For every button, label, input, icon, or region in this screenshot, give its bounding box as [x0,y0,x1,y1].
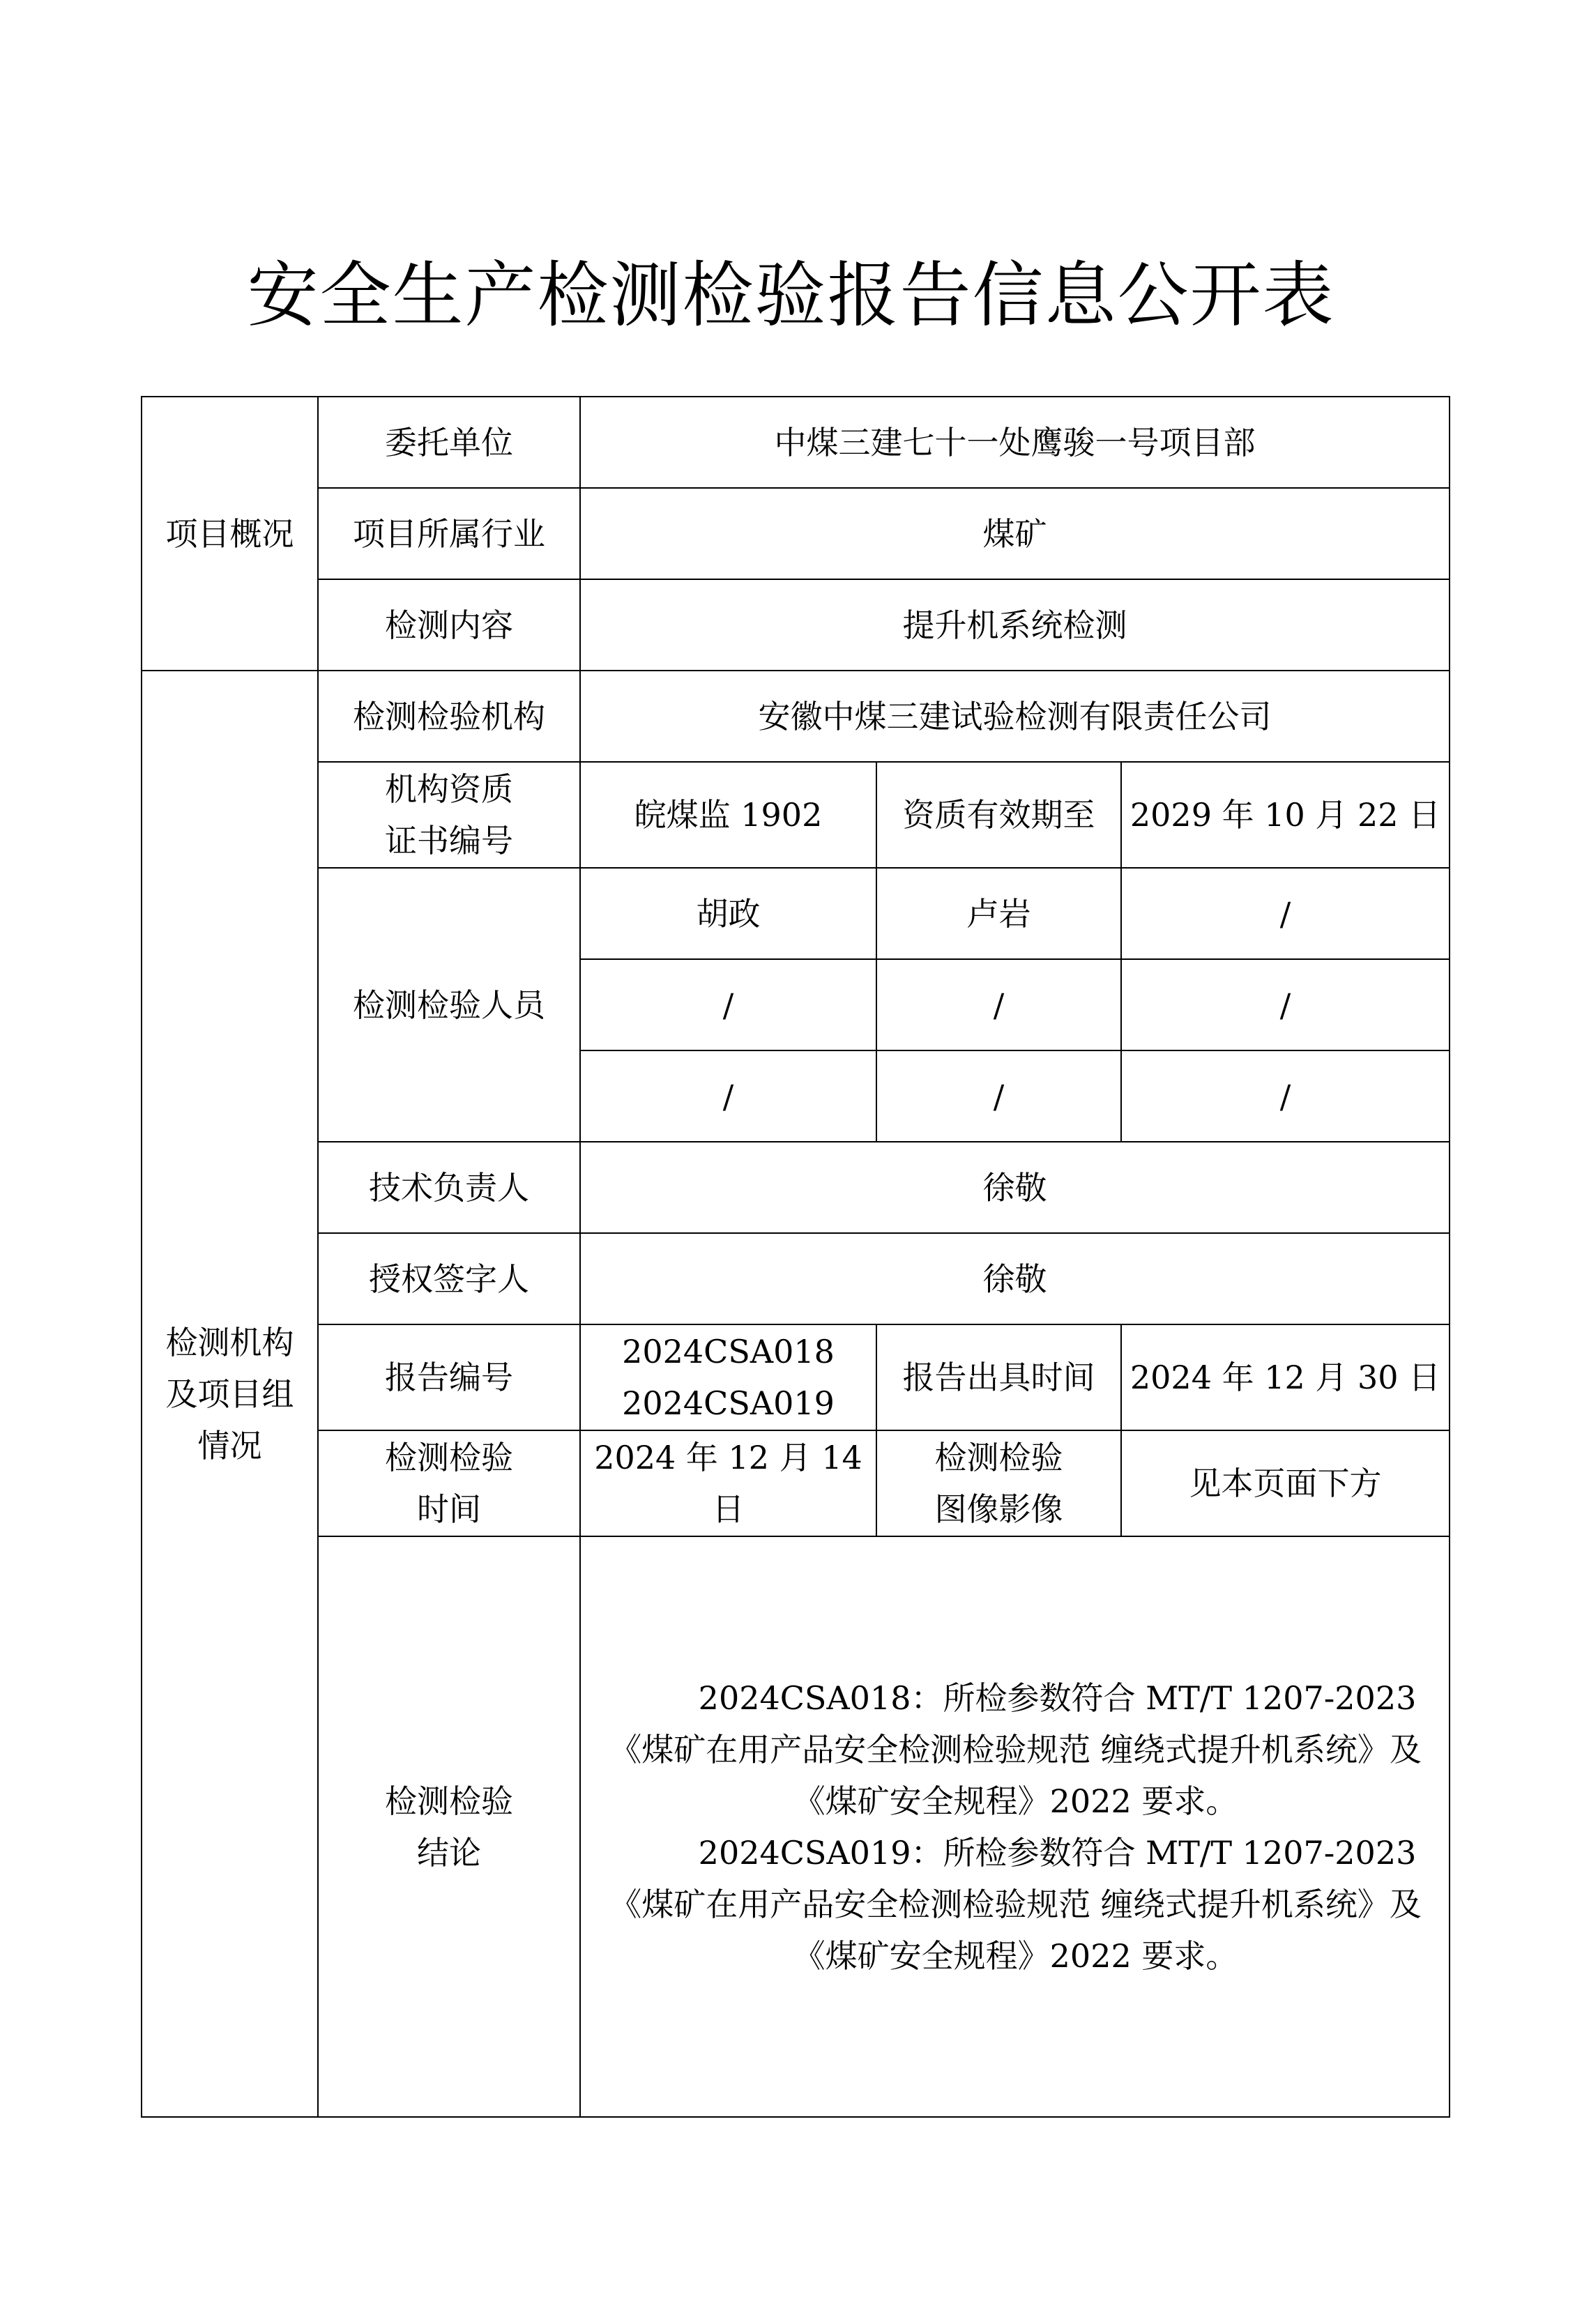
table-row [142,671,1450,762]
content-label: 检测内容 [318,579,580,671]
agency-label: 检测检验机构 [318,671,580,762]
issue-time-label: 报告出具时间 [876,1324,1121,1430]
table-row [142,579,1450,671]
page-title: 安全生产检测检验报告信息公开表 [247,254,1335,337]
section-label-project-overview: 项目概况 [142,397,318,671]
personnel-cell: / [1121,1050,1450,1142]
table-row [142,1536,1450,2117]
cert-value: 皖煤监 1902 [580,762,876,868]
test-time-label: 检测检验 时间 [318,1430,580,1536]
validity-value: 2029 年 10 月 22 日 [1121,762,1450,868]
agency-value: 安徽中煤三建试验检测有限责任公司 [580,671,1450,762]
table-row [142,488,1450,579]
issue-time-value: 2024 年 12 月 30 日 [1121,1324,1450,1430]
table-row [142,1233,1450,1324]
personnel-cell: / [580,1050,876,1142]
table-row [142,397,1450,488]
personnel-cell: / [1121,959,1450,1050]
industry-label: 项目所属行业 [318,488,580,579]
table-row [142,1430,1450,1536]
cert-label: 机构资质 证书编号 [318,762,580,868]
signatory-value: 徐敬 [580,1233,1450,1324]
personnel-cell: / [580,959,876,1050]
personnel-cell: / [876,959,1121,1050]
images-value: 见本页面下方 [1121,1430,1450,1536]
tech-lead-value: 徐敬 [580,1142,1450,1233]
table-row [142,1142,1450,1233]
validity-label: 资质有效期至 [876,762,1121,868]
personnel-cell: / [876,1050,1121,1142]
client-value: 中煤三建七十一处鹰骏一号项目部 [580,397,1450,488]
table-row [142,762,1450,868]
conclusion-paragraph: 2024CSA019：所检参数符合 MT/T 1207-2023《煤矿在用产品安全检测检验规范 缠绕式提升机系统》及《煤矿安全规程》2022 要求。 [609,1833,1422,1975]
personnel-cell: 卢岩 [876,868,1121,959]
section-label-org-and-team: 检测机构 及项目组 情况 [142,671,318,2117]
personnel-cell: 胡政 [580,868,876,959]
personnel-label: 检测检验人员 [318,868,580,1142]
section-label-conclusion: 检测检验 结论 [318,1536,580,2117]
industry-value: 煤矿 [580,488,1450,579]
report-no-label: 报告编号 [318,1324,580,1430]
content-value: 提升机系统检测 [580,579,1450,671]
personnel-cell: / [1121,868,1450,959]
tech-lead-label: 技术负责人 [318,1142,580,1233]
disclosure-table [141,396,1450,2118]
test-time-value: 2024 年 12 月 14 日 [580,1430,876,1536]
table-row [142,868,1450,959]
images-label: 检测检验 图像影像 [876,1430,1121,1536]
report-no-value: 2024CSA018 2024CSA019 [580,1324,876,1430]
table-row [142,1324,1450,1430]
conclusion-text [580,1536,1450,2117]
signatory-label: 授权签字人 [318,1233,580,1324]
conclusion-paragraph: 2024CSA018：所检参数符合 MT/T 1207-2023《煤矿在用产品安全检测检验规范 缠绕式提升机系统》及《煤矿安全规程》2022 要求。 [609,1679,1422,1820]
client-label: 委托单位 [318,397,580,488]
